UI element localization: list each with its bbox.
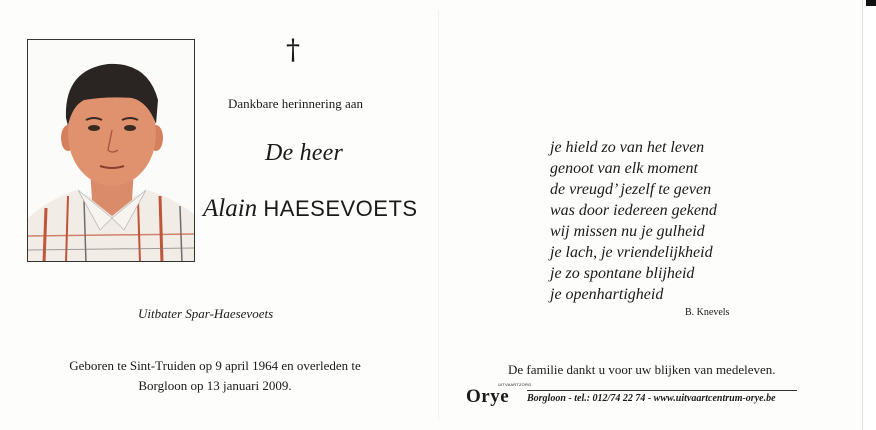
contact-info: Borgloon - tel.: 012/74 22 74 - www.uitvaartcentrum-orye.be: [527, 393, 776, 404]
cross-icon: †: [286, 33, 300, 66]
occupation: Uitbater Spar-Haesevoets: [138, 306, 274, 321]
salutation: De heer: [265, 140, 344, 166]
poem-line: de vreugd’ jezelf te geven: [550, 181, 712, 198]
birth-death-text: Geboren te Sint-Truiden op 9 april 1964 en overleden te Borgloon op 13 januari 2009.: [69, 358, 361, 393]
poem-line: je hield zo van het leven: [550, 139, 705, 156]
surname: HAESEVOETS: [263, 196, 418, 221]
poem-line: genoot van elk moment: [550, 160, 698, 177]
portrait-photo: [27, 39, 195, 262]
poem-line: je openhartigheid: [550, 286, 664, 303]
poem-author: B. Knevels: [685, 307, 730, 318]
first-name: Alain: [203, 195, 258, 222]
poem-line: was door iedereen gekend: [550, 202, 717, 219]
contact-divider: [527, 390, 797, 391]
thanks-text: De familie dankt u voor uw blijken van medeleven.: [508, 362, 776, 377]
intro-text: Dankbare herinnering aan: [228, 96, 363, 111]
funeral-home-logo: [466, 382, 532, 408]
poem: [550, 137, 717, 305]
card-fold: [438, 10, 439, 420]
scan-edge: [862, 0, 876, 430]
logo-tagline: UITVAARTZORG: [498, 382, 532, 387]
poem-line: wij missen nu je gulheid: [550, 223, 705, 240]
scan-edge-mark: [866, 0, 876, 6]
deceased-name: [203, 195, 418, 223]
logo-name: Orye: [466, 386, 510, 407]
poem-line: je zo spontane blijheid: [550, 265, 695, 282]
poem-line: je lach, je vriendelijkheid: [550, 244, 713, 261]
